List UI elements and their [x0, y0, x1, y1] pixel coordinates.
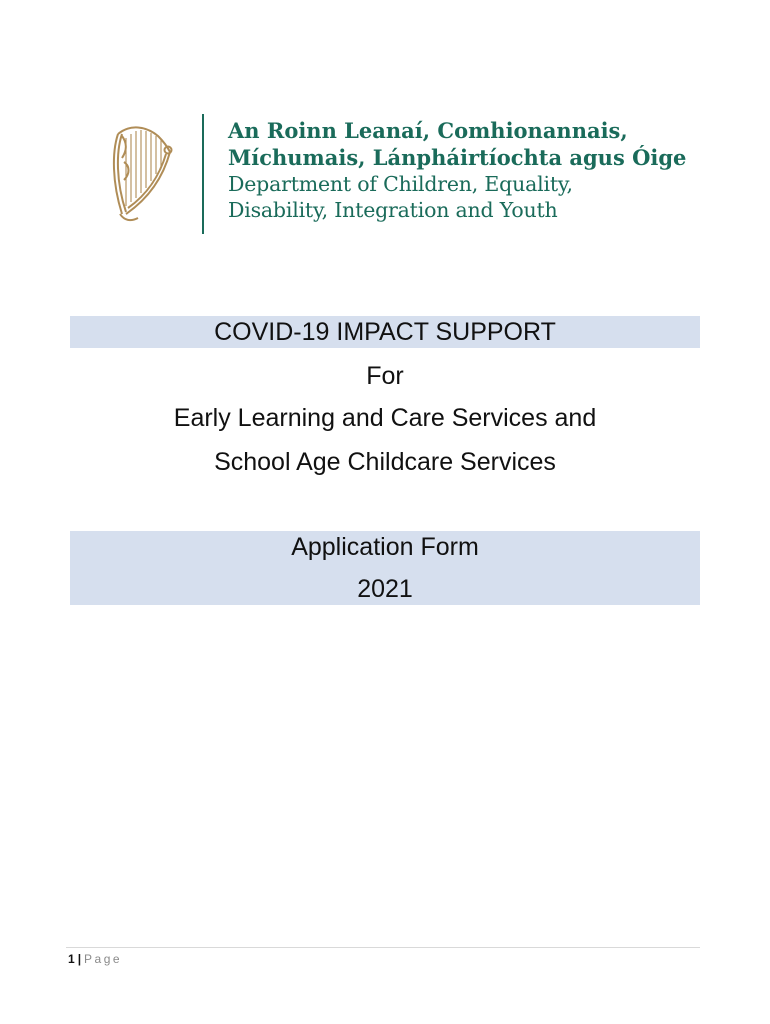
title-services-line1: Early Learning and Care Services and — [173, 404, 597, 432]
footer-separator: | — [77, 952, 82, 966]
form-title: Application Form — [291, 533, 479, 561]
form-year: 2021 — [357, 575, 413, 603]
page-footer — [68, 951, 122, 967]
footer-rule — [66, 947, 700, 948]
logo-divider — [202, 114, 204, 234]
title-heading: COVID-19 IMPACT SUPPORT — [214, 318, 556, 346]
department-english-line1: Department of Children, Equality, — [228, 172, 573, 196]
title-for: For — [366, 362, 404, 390]
department-english-line2: Disability, Integration and Youth — [228, 198, 558, 222]
page-label: Page — [84, 952, 123, 966]
department-irish-line2: Míchumais, Lánpháirtíochta agus Óige — [228, 145, 687, 170]
page-number: 1 — [68, 952, 75, 966]
title-services-line2: School Age Childcare Services — [214, 448, 556, 476]
harp-icon — [108, 122, 174, 226]
department-irish-line1: An Roinn Leanaí, Comhionannais, — [228, 118, 628, 143]
department-name — [228, 117, 748, 223]
